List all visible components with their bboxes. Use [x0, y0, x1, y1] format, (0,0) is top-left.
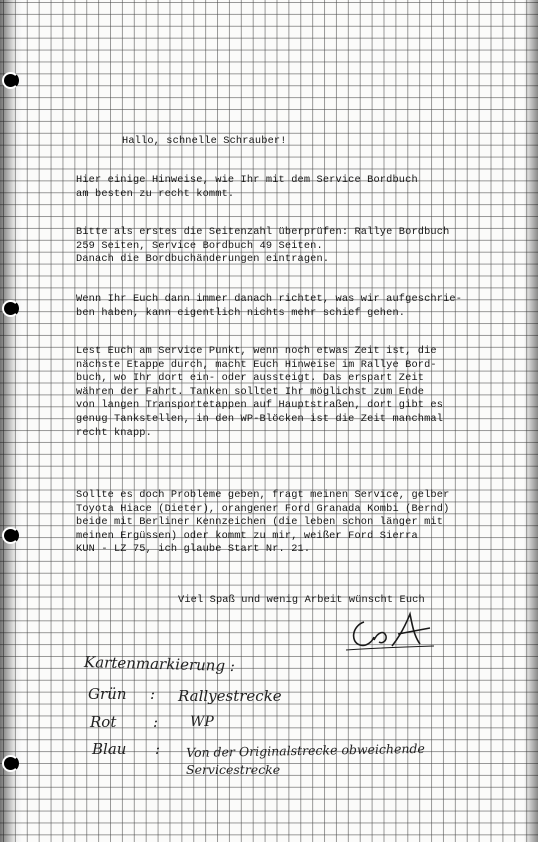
punch-hole: [2, 527, 19, 544]
legend-meaning: Von der Originalstrecke obweichende: [186, 740, 426, 760]
legend-color-label: Rot: [90, 713, 117, 731]
legend-separator: :: [150, 685, 156, 703]
legend-meaning: WP: [190, 714, 214, 730]
legend-meaning: Rallyestrecke: [178, 687, 282, 705]
paragraph-problems: Sollte es doch Probleme geben, fragt meinen Service, gelber Toyota Hiace (Dieter), orangener Ford Granada Kombi (Bernd) beide mit Berliner Kennzeichen (die leben schon länger mit meinen Ergüssen) oder kommt zu mir, weißer Ford Sierra KUN - LZ 75, ich glaube Start Nr. 21.: [76, 489, 450, 556]
scan-shadow-right: [524, 0, 538, 842]
paragraph-instructions: Wenn Ihr Euch dann immer danach richtet, was wir aufgeschrie- ben haben, kann eigentlich nichts mehr schief gehen.: [76, 293, 463, 319]
legend-color-label: Grün: [88, 685, 127, 703]
punch-hole: [2, 300, 19, 317]
handwritten-signature: [344, 610, 436, 652]
legend-color-label: Blau: [92, 740, 127, 758]
scan-shadow-left: [0, 0, 22, 842]
letter-closing: Viel Spaß und wenig Arbeit wünscht Euch: [178, 594, 425, 606]
legend-meaning-continued: Servicestrecke: [186, 762, 281, 777]
paragraph-intro: Hier einige Hinweise, wie Ihr mit dem Service Bordbuch am besten zu recht kommt.: [76, 174, 418, 200]
paragraph-page-count: Bitte als erstes die Seitenzahl überprüfen: Rallye Bordbuch 259 Seiten, Service Bordbuch 49 Seiten. Danach die Bordbuchänderungen eintragen.: [76, 226, 450, 266]
legend-separator: :: [153, 713, 159, 731]
map-marking-title: Kartenmarkierung :: [83, 653, 236, 675]
legend-separator: :: [155, 740, 161, 758]
paragraph-service-point: Lest Euch am Service Punkt, wenn noch etwas Zeit ist, die nächste Etappe durch, macht Euch Hinweise im Rallye Bord- buch, wo Ihr dort ein- oder aussteigt. Das erspart Zeit währen der Fahrt. Tanken solltet Ihr möglichst zum Ende von langen Transportetappen auf Hauptstraßen, dort gibt es genug Tankstellen, in den WP-Blöcken ist die Zeit manchmal recht knapp.: [76, 345, 444, 439]
punch-hole: [2, 755, 19, 772]
letter-greeting: Hallo, schnelle Schrauber!: [122, 135, 287, 147]
punch-hole: [2, 72, 19, 89]
